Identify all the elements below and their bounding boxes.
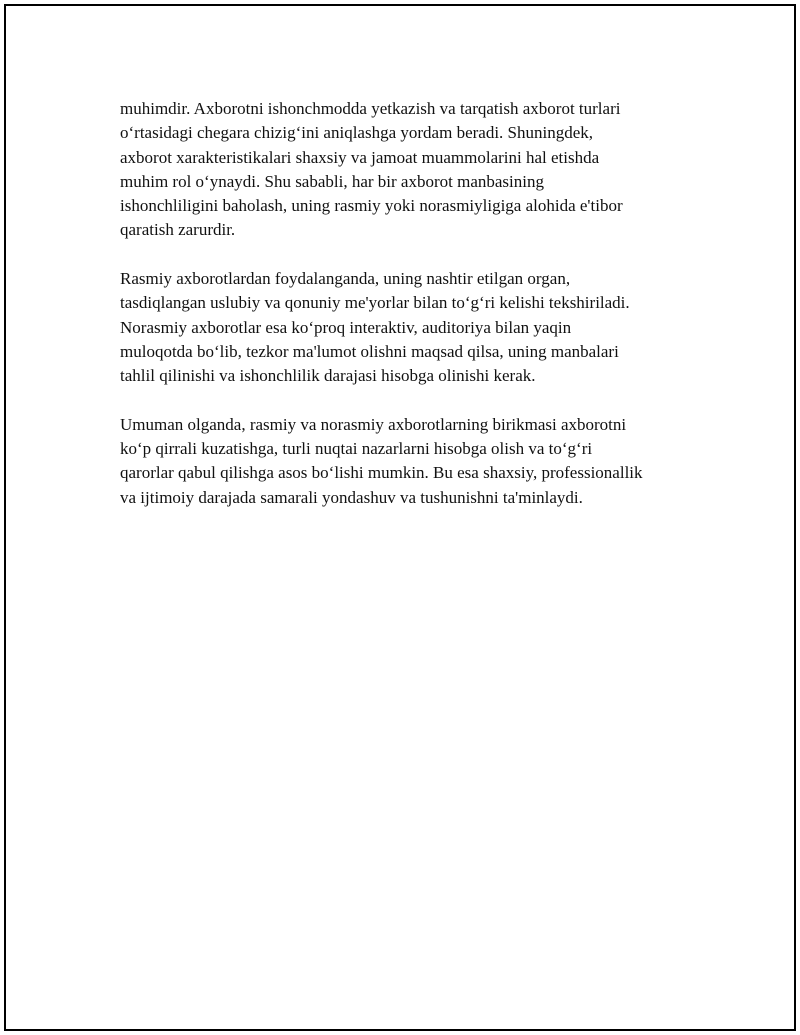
text-line: tasdiqlangan uslubiy va qonuniy me'yorlar bilan to‘g‘ri kelishi tekshiriladi. [120, 293, 630, 313]
text-line: Umuman olganda, rasmiy va norasmiy axborotlarning birikmasi axborotni [120, 414, 627, 434]
text-line: Norasmiy axborotlar esa ko‘proq interaktiv, auditoriya bilan yaqin [120, 317, 572, 337]
document-page [4, 4, 796, 1031]
text-line: ishonchliligini baholash, uning rasmiy yoki norasmiyligiga alohida e'tibor [120, 196, 623, 216]
text-line: muhim rol o‘ynaydi. Shu sababli, har bir axborot manbasining [120, 171, 544, 191]
text-line: axborot xarakteristikalari shaxsiy va jamoat muammolarini hal etishda [120, 147, 600, 167]
text-line: muloqotda bo‘lib, tezkor ma'lumot olishni maqsad qilsa, uning manbalari [120, 341, 619, 361]
text-line: tahlil qilinishi va ishonchlilik darajasi hisobga olinishi kerak. [120, 366, 536, 386]
text-line: o‘rtasidagi chegara chizig‘ini aniqlashga yordam beradi. Shuningdek, [120, 123, 594, 143]
text-line: ko‘p qirrali kuzatishga, turli nuqtai nazarlarni hisobga olish va to‘g‘ri [120, 439, 593, 459]
paragraph-2 [120, 267, 700, 388]
text-line: qaratish zarurdir. [120, 220, 236, 240]
document-body [120, 97, 700, 534]
text-line: Rasmiy axborotlardan foydalanganda, uning nashtir etilgan organ, [120, 269, 571, 289]
paragraph-3 [120, 413, 700, 510]
text-line: qarorlar qabul qilishga asos bo‘lishi mumkin. Bu esa shaxsiy, professionallik [120, 463, 643, 483]
text-line: va ijtimoiy darajada samarali yondashuv va tushunishni ta'minlaydi. [120, 487, 583, 507]
text-line: muhimdir. Axborotni ishonchmodda yetkazish va tarqatish axborot turlari [120, 99, 621, 118]
paragraph-1 [120, 97, 700, 243]
